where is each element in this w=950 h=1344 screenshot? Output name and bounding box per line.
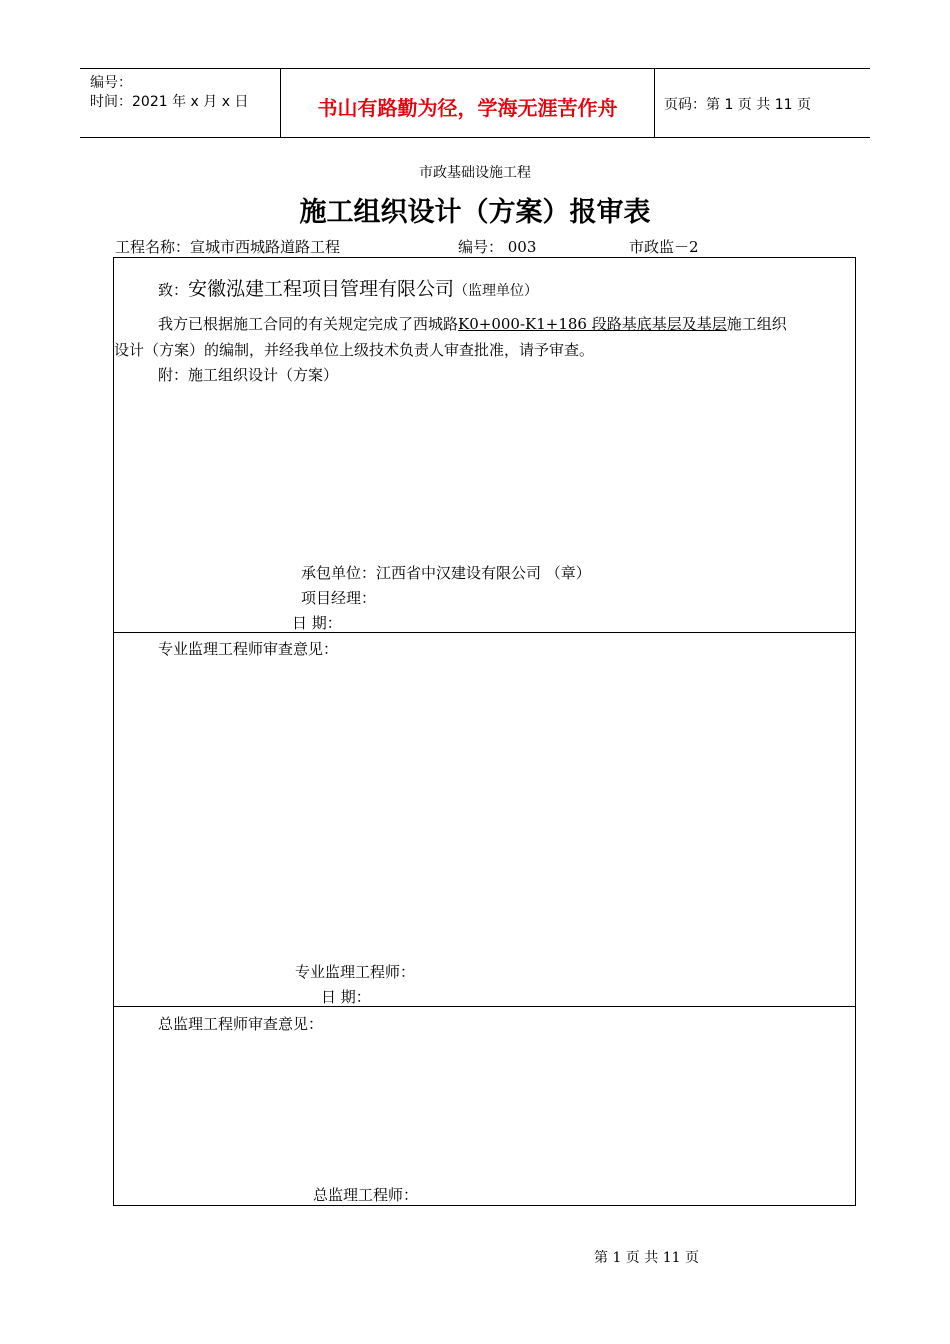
recipient-company: 安徽泓建工程项目管理有限公司 bbox=[188, 278, 455, 300]
specialist-opinion-label: 专业监理工程师审查意见： bbox=[158, 640, 339, 658]
body-underlined-segment: K0+000-K1+186 段路基底基层及基层 bbox=[458, 315, 727, 333]
section2-date-line: 日 期： bbox=[321, 988, 371, 1006]
footer-page-number: 第 1 页 共 11 页 bbox=[594, 1250, 699, 1266]
project-name: 工程名称：宣城市西城路道路工程 bbox=[115, 238, 341, 256]
section-divider-2 bbox=[114, 1006, 855, 1007]
doc-number: 编号： 003 bbox=[458, 238, 537, 256]
chief-opinion-label: 总监理工程师审查意见： bbox=[158, 1015, 324, 1033]
header-page-info: 页码：第 1 页 共 11 页 bbox=[664, 97, 811, 113]
section-divider-1 bbox=[114, 632, 855, 633]
review-form-table bbox=[113, 257, 856, 1206]
body-part1: 我方已根据施工合同的有关规定完成了西城路 bbox=[158, 315, 459, 333]
doc-title: 施工组织设计（方案）报审表 bbox=[299, 197, 651, 228]
specialist-engineer-line: 专业监理工程师： bbox=[295, 963, 416, 981]
chief-engineer-line: 总监理工程师： bbox=[313, 1186, 419, 1204]
project-manager-line: 项目经理： bbox=[301, 589, 377, 607]
header-left-cell bbox=[80, 69, 280, 137]
recipient-suffix: （监理单位） bbox=[454, 283, 539, 299]
body-line-2: 设计（方案）的编制，并经我单位上级技术负责人审查批准，请予审查。 bbox=[114, 341, 595, 359]
form-code: 市政监－2 bbox=[629, 238, 699, 256]
body-line-1 bbox=[158, 313, 787, 334]
header-right-cell bbox=[654, 69, 870, 137]
header-time-label: 时间：2021 年 x 月 x 日 bbox=[90, 94, 249, 110]
attachment-line: 附：施工组织设计（方案） bbox=[158, 366, 339, 384]
doc-subtitle: 市政基础设施工程 bbox=[419, 165, 531, 181]
recipient-line bbox=[158, 274, 538, 301]
header-number-label: 编号： bbox=[90, 75, 132, 91]
header-motto: 书山有路勤为径，学海无涯苦作舟 bbox=[317, 96, 618, 120]
page-header bbox=[80, 68, 870, 138]
contractor-line: 承包单位：江西省中汉建设有限公司 （章） bbox=[301, 564, 591, 582]
recipient-prefix: 致： bbox=[158, 281, 189, 299]
body-part2: 施工组织 bbox=[726, 315, 787, 333]
section1-date-line: 日 期： bbox=[292, 614, 342, 632]
header-motto-cell bbox=[280, 69, 655, 137]
